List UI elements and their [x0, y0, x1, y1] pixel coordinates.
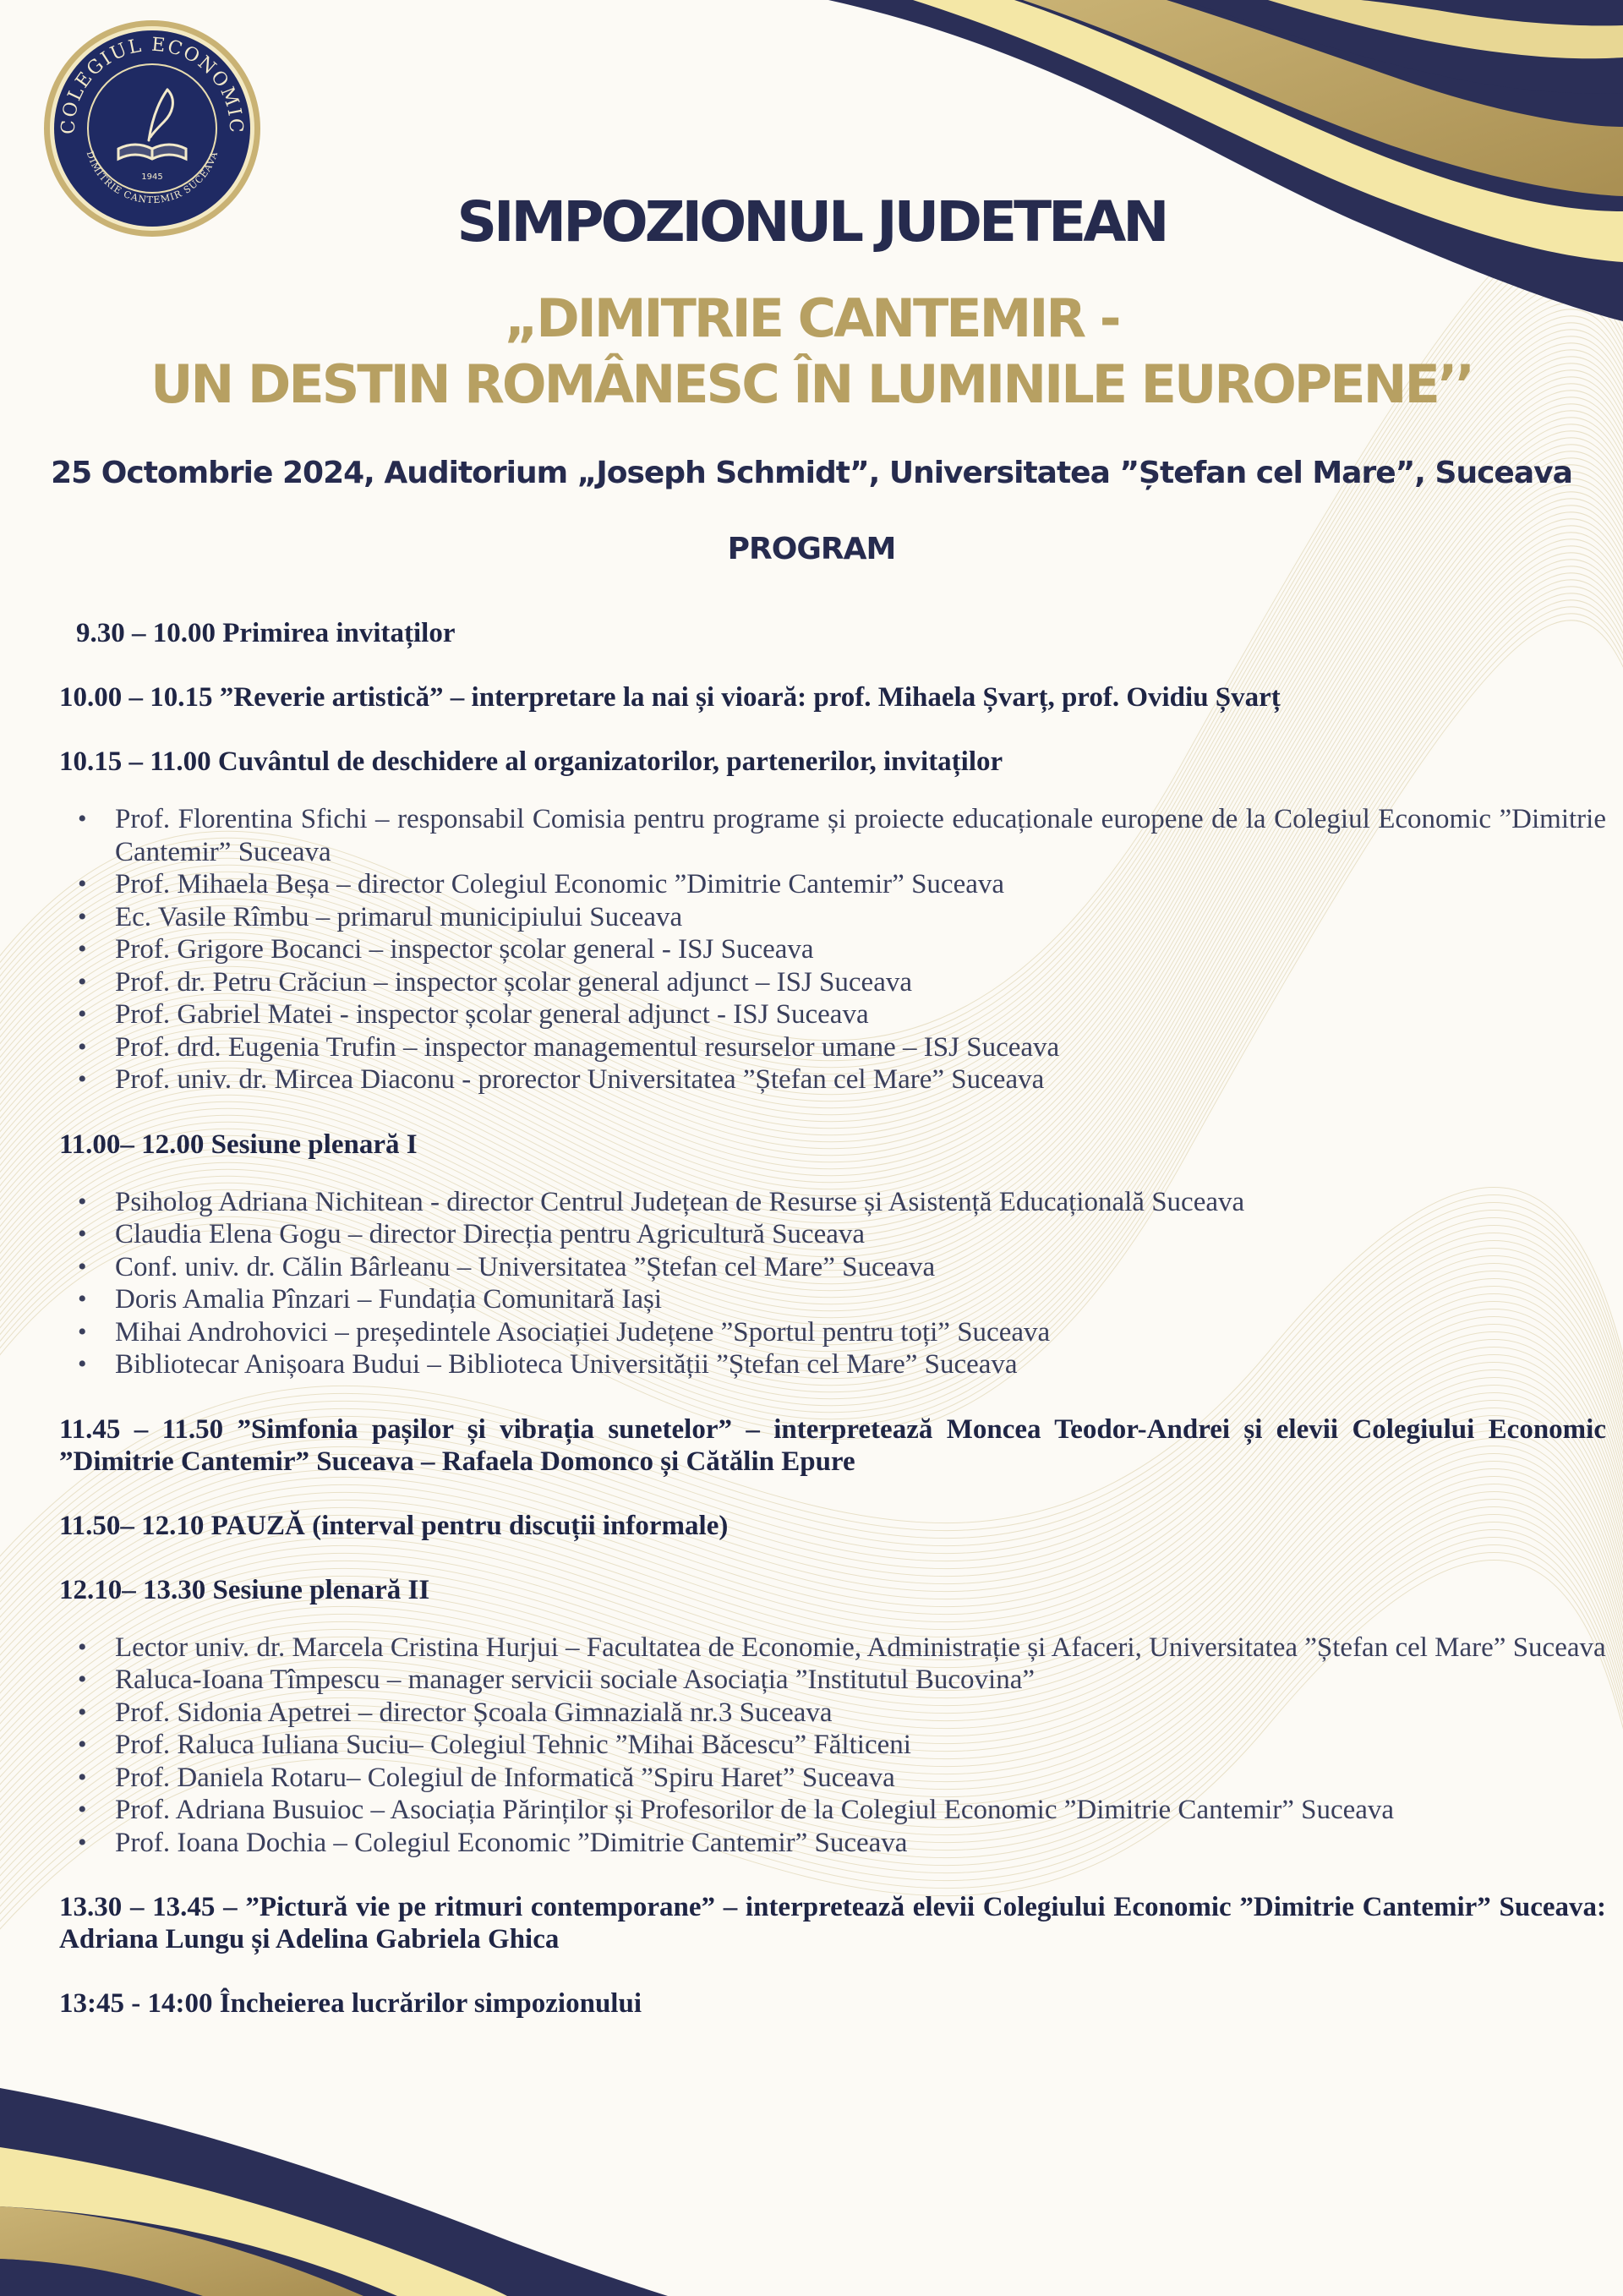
event-subtitle-line1: „DIMITRIE CANTEMIR - [504, 287, 1119, 349]
schedule-entry-plenary-1: 11.00– 12.00 Sesiune plenară I [59, 1129, 418, 1160]
list-item: • Lector univ. dr. Marcela Cristina Hurjui – Facultatea de Economie, Administrație și Afaceri, Universitatea ”Ștefan cel Mare” Suceava [115, 1632, 1606, 1665]
list-item: • Mihai Androhovici – președintele Asociației Județene ”Sportul pentru toți” Suceava [115, 1316, 1606, 1349]
schedule-entry-plenary-2: 12.10– 13.30 Sesiune plenară II [59, 1574, 430, 1605]
plenary-1-speakers-list [59, 1186, 1606, 1381]
list-item: • Doris Amalia Pînzari – Fundația Comunitară Iași [115, 1283, 1606, 1316]
schedule-entry-opening: 10.15 – 11.00 Cuvântul de deschidere al organizatorilor, partenerilor, invitaților [59, 746, 1003, 777]
list-item: • Prof. Mihaela Beșa – director Colegiul Economic ”Dimitrie Cantemir” Suceava [115, 868, 1606, 901]
schedule-entry-break: 11.50– 12.10 PAUZĂ (interval pentru discuții informale) [59, 1510, 729, 1541]
list-item: • Prof. Gabriel Matei - inspector școlar general adjunct - ISJ Suceava [115, 998, 1606, 1031]
list-item: • Claudia Elena Gogu – director Direcția pentru Agricultură Suceava [115, 1218, 1606, 1251]
schedule-entry-artistic: 10.00 – 10.15 ”Reverie artistică” – interpretare la nai și vioară: prof. Mihaela Șvarț, prof. Ovidiu Șvarț [59, 682, 1281, 713]
event-subtitle-line2: UN DESTIN ROMÂNESC ÎN LUMINILE EUROPENE’’ [150, 353, 1473, 415]
list-item: • Prof. Daniela Rotaru– Colegiul de Informatică ”Spiru Haret” Suceava [115, 1762, 1606, 1795]
event-date-location: 25 Octombrie 2024, Auditorium „Joseph Schmidt”, Universitatea ”Ștefan cel Mare”, Suceava [51, 456, 1572, 490]
list-item: • Prof. univ. dr. Mircea Diaconu - prorector Universitatea ”Ștefan cel Mare” Suceava [115, 1063, 1606, 1096]
program-schedule [59, 617, 1606, 2052]
program-heading: PROGRAM [727, 532, 896, 566]
schedule-entry-closing: 13:45 - 14:00 Încheierea lucrărilor simpozionului [59, 1988, 642, 2019]
logo-ring-text-bottom: DIMITRIE CANTEMIR SUCEAVA [84, 150, 221, 206]
list-item: • Prof. Adriana Busuioc – Asociația Părinților și Profesorilor de la Colegiul Economic ”Dimitrie Cantemir” Suceava [115, 1794, 1606, 1827]
list-item: • Prof. Sidonia Apetrei – director Școala Gimnazială nr.3 Suceava [115, 1697, 1606, 1730]
plenary-2-speakers-list [59, 1632, 1606, 1860]
schedule-entry-welcome: 9.30 – 10.00 Primirea invitaților [76, 618, 456, 648]
list-item: • Bibliotecar Anișoara Budui – Biblioteca Universității ”Ștefan cel Mare” Suceava [115, 1348, 1606, 1381]
list-item: • Prof. drd. Eugenia Trufin – inspector managementul resurselor umane – ISJ Suceava [115, 1031, 1606, 1064]
list-item: • Psiholog Adriana Nichitean - director Centrul Județean de Resurse și Asistență Educațională Suceava [115, 1186, 1606, 1219]
list-item: • Prof. Ioana Dochia – Colegiul Economic ”Dimitrie Cantemir” Suceava [115, 1827, 1606, 1860]
list-item: • Prof. Grigore Bocanci – inspector școlar general - ISJ Suceava [115, 933, 1606, 966]
list-item: • Ec. Vasile Rîmbu – primarul municipiului Suceava [115, 901, 1606, 934]
schedule-entry-painting: 13.30 – 13.45 – ”Pictură vie pe ritmuri contemporane” – interpretează elevii Colegiului Economic ”Dimitrie Cantemir” Suceava: Adriana Lungu și Adelina Gabriela Ghica [59, 1892, 1606, 1954]
list-item: • Conf. univ. dr. Călin Bârleanu – Universitatea ”Ștefan cel Mare” Suceava [115, 1251, 1606, 1284]
logo-ring-text: COLEGIUL ECONOMIC [57, 34, 247, 135]
list-item: • Prof. Raluca Iuliana Suciu– Colegiul Tehnic ”Mihai Băcescu” Fălticeni [115, 1729, 1606, 1762]
list-item: • Prof. dr. Petru Crăciun – inspector școlar general adjunct – ISJ Suceava [115, 966, 1606, 999]
schedule-entry-symphony: 11.45 – 11.50 ”Simfonia pașilor și vibrația sunetelor” – interpretează Moncea Teodor-Andrei și elevii Colegiului Economic ”Dimitrie Cantemir” Suceava – Rafaela Domonco și Cătălin Epure [59, 1413, 1606, 1477]
event-title: SIMPOZIONUL JUDETEAN [456, 189, 1167, 254]
logo-year: 1945 [141, 172, 163, 182]
list-item: • Prof. Florentina Sfichi – responsabil Comisia pentru programe și proiecte educaționale europene de la Colegiul Economic ”Dimitrie Cantemir” Suceava [115, 803, 1606, 868]
opening-speakers-list [59, 803, 1606, 1096]
list-item: • Raluca-Ioana Tîmpescu – manager servicii sociale Asociația ”Institutul Bucovina” [115, 1664, 1606, 1697]
